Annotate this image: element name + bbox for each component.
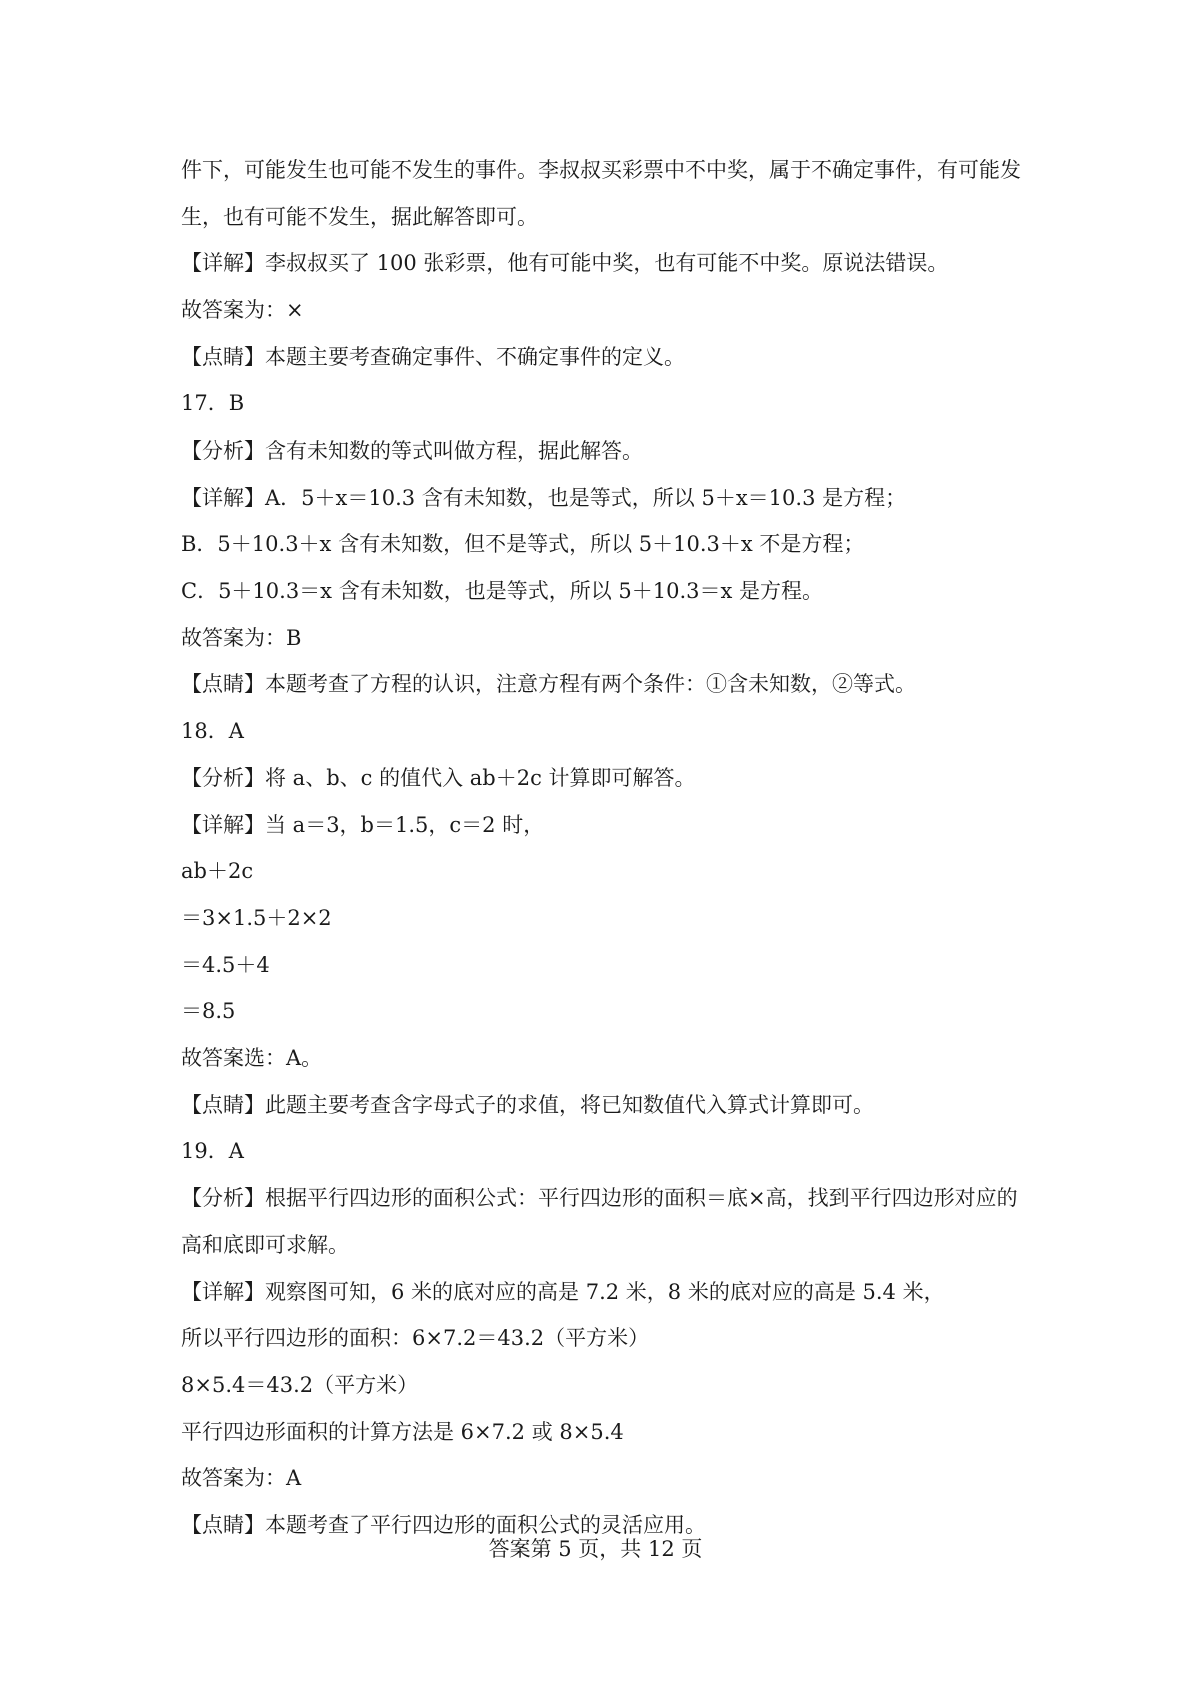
text-line: ab＋2c bbox=[181, 859, 254, 883]
text-line: 8×5.4＝43.2（平方米） bbox=[181, 1373, 419, 1397]
text-line: 【详解】李叔叔买了 100 张彩票，他有可能中奖，也有可能不中奖。原说法错误。 bbox=[181, 251, 949, 275]
text-line: 【点睛】本题考查了平行四边形的面积公式的灵活应用。 bbox=[181, 1513, 706, 1537]
text-line: 所以平行四边形的面积：6×7.2＝43.2（平方米） bbox=[181, 1326, 650, 1350]
text-line: 故答案为：A bbox=[181, 1466, 302, 1490]
text-line: 故答案为：× bbox=[181, 298, 304, 322]
text-line: C．5＋10.3＝x 含有未知数，也是等式，所以 5＋10.3＝x 是方程。 bbox=[181, 579, 824, 603]
text-line: 平行四边形面积的计算方法是 6×7.2 或 8×5.4 bbox=[181, 1420, 624, 1444]
text-line: 【分析】根据平行四边形的面积公式：平行四边形的面积＝底×高，找到平行四边形对应的 bbox=[181, 1186, 1018, 1210]
text-line: 【点睛】此题主要考查含字母式子的求值，将已知数值代入算式计算即可。 bbox=[181, 1093, 874, 1117]
text-line: 生，也有可能不发生，据此解答即可。 bbox=[181, 205, 538, 229]
text-line: 【分析】将 a、b、c 的值代入 ab＋2c 计算即可解答。 bbox=[181, 766, 696, 790]
question-number: 17．B bbox=[181, 391, 245, 415]
text-line: 【详解】当 a＝3，b＝1.5，c＝2 时， bbox=[181, 813, 545, 837]
text-line: B．5＋10.3＋x 含有未知数，但不是等式，所以 5＋10.3＋x 不是方程； bbox=[181, 532, 865, 556]
question-number: 19．A bbox=[181, 1139, 244, 1163]
text-line: 故答案为：B bbox=[181, 626, 302, 650]
text-line: ＝8.5 bbox=[181, 999, 236, 1023]
page-footer: 答案第 5 页，共 12 页 bbox=[488, 1537, 703, 1561]
text-line: 【点睛】本题考查了方程的认识，注意方程有两个条件：①含未知数，②等式。 bbox=[181, 672, 916, 696]
text-line: 【分析】含有未知数的等式叫做方程，据此解答。 bbox=[181, 439, 643, 463]
text-line: ＝3×1.5＋2×2 bbox=[181, 906, 332, 930]
text-line: 高和底即可求解。 bbox=[181, 1233, 349, 1257]
text-line: ＝4.5＋4 bbox=[181, 953, 270, 977]
text-line: 【点睛】本题主要考查确定事件、不确定事件的定义。 bbox=[181, 345, 685, 369]
text-line: 故答案选：A。 bbox=[181, 1046, 323, 1070]
text-line: 【详解】A．5＋x＝10.3 含有未知数，也是等式，所以 5＋x＝10.3 是方程； bbox=[181, 486, 907, 510]
question-number: 18．A bbox=[181, 719, 244, 743]
text-line: 【详解】观察图可知，6 米的底对应的高是 7.2 米，8 米的底对应的高是 5.4 米， bbox=[181, 1280, 945, 1304]
text-line: 件下，可能发生也可能不发生的事件。李叔叔买彩票中不中奖，属于不确定事件，有可能发 bbox=[181, 158, 1021, 182]
